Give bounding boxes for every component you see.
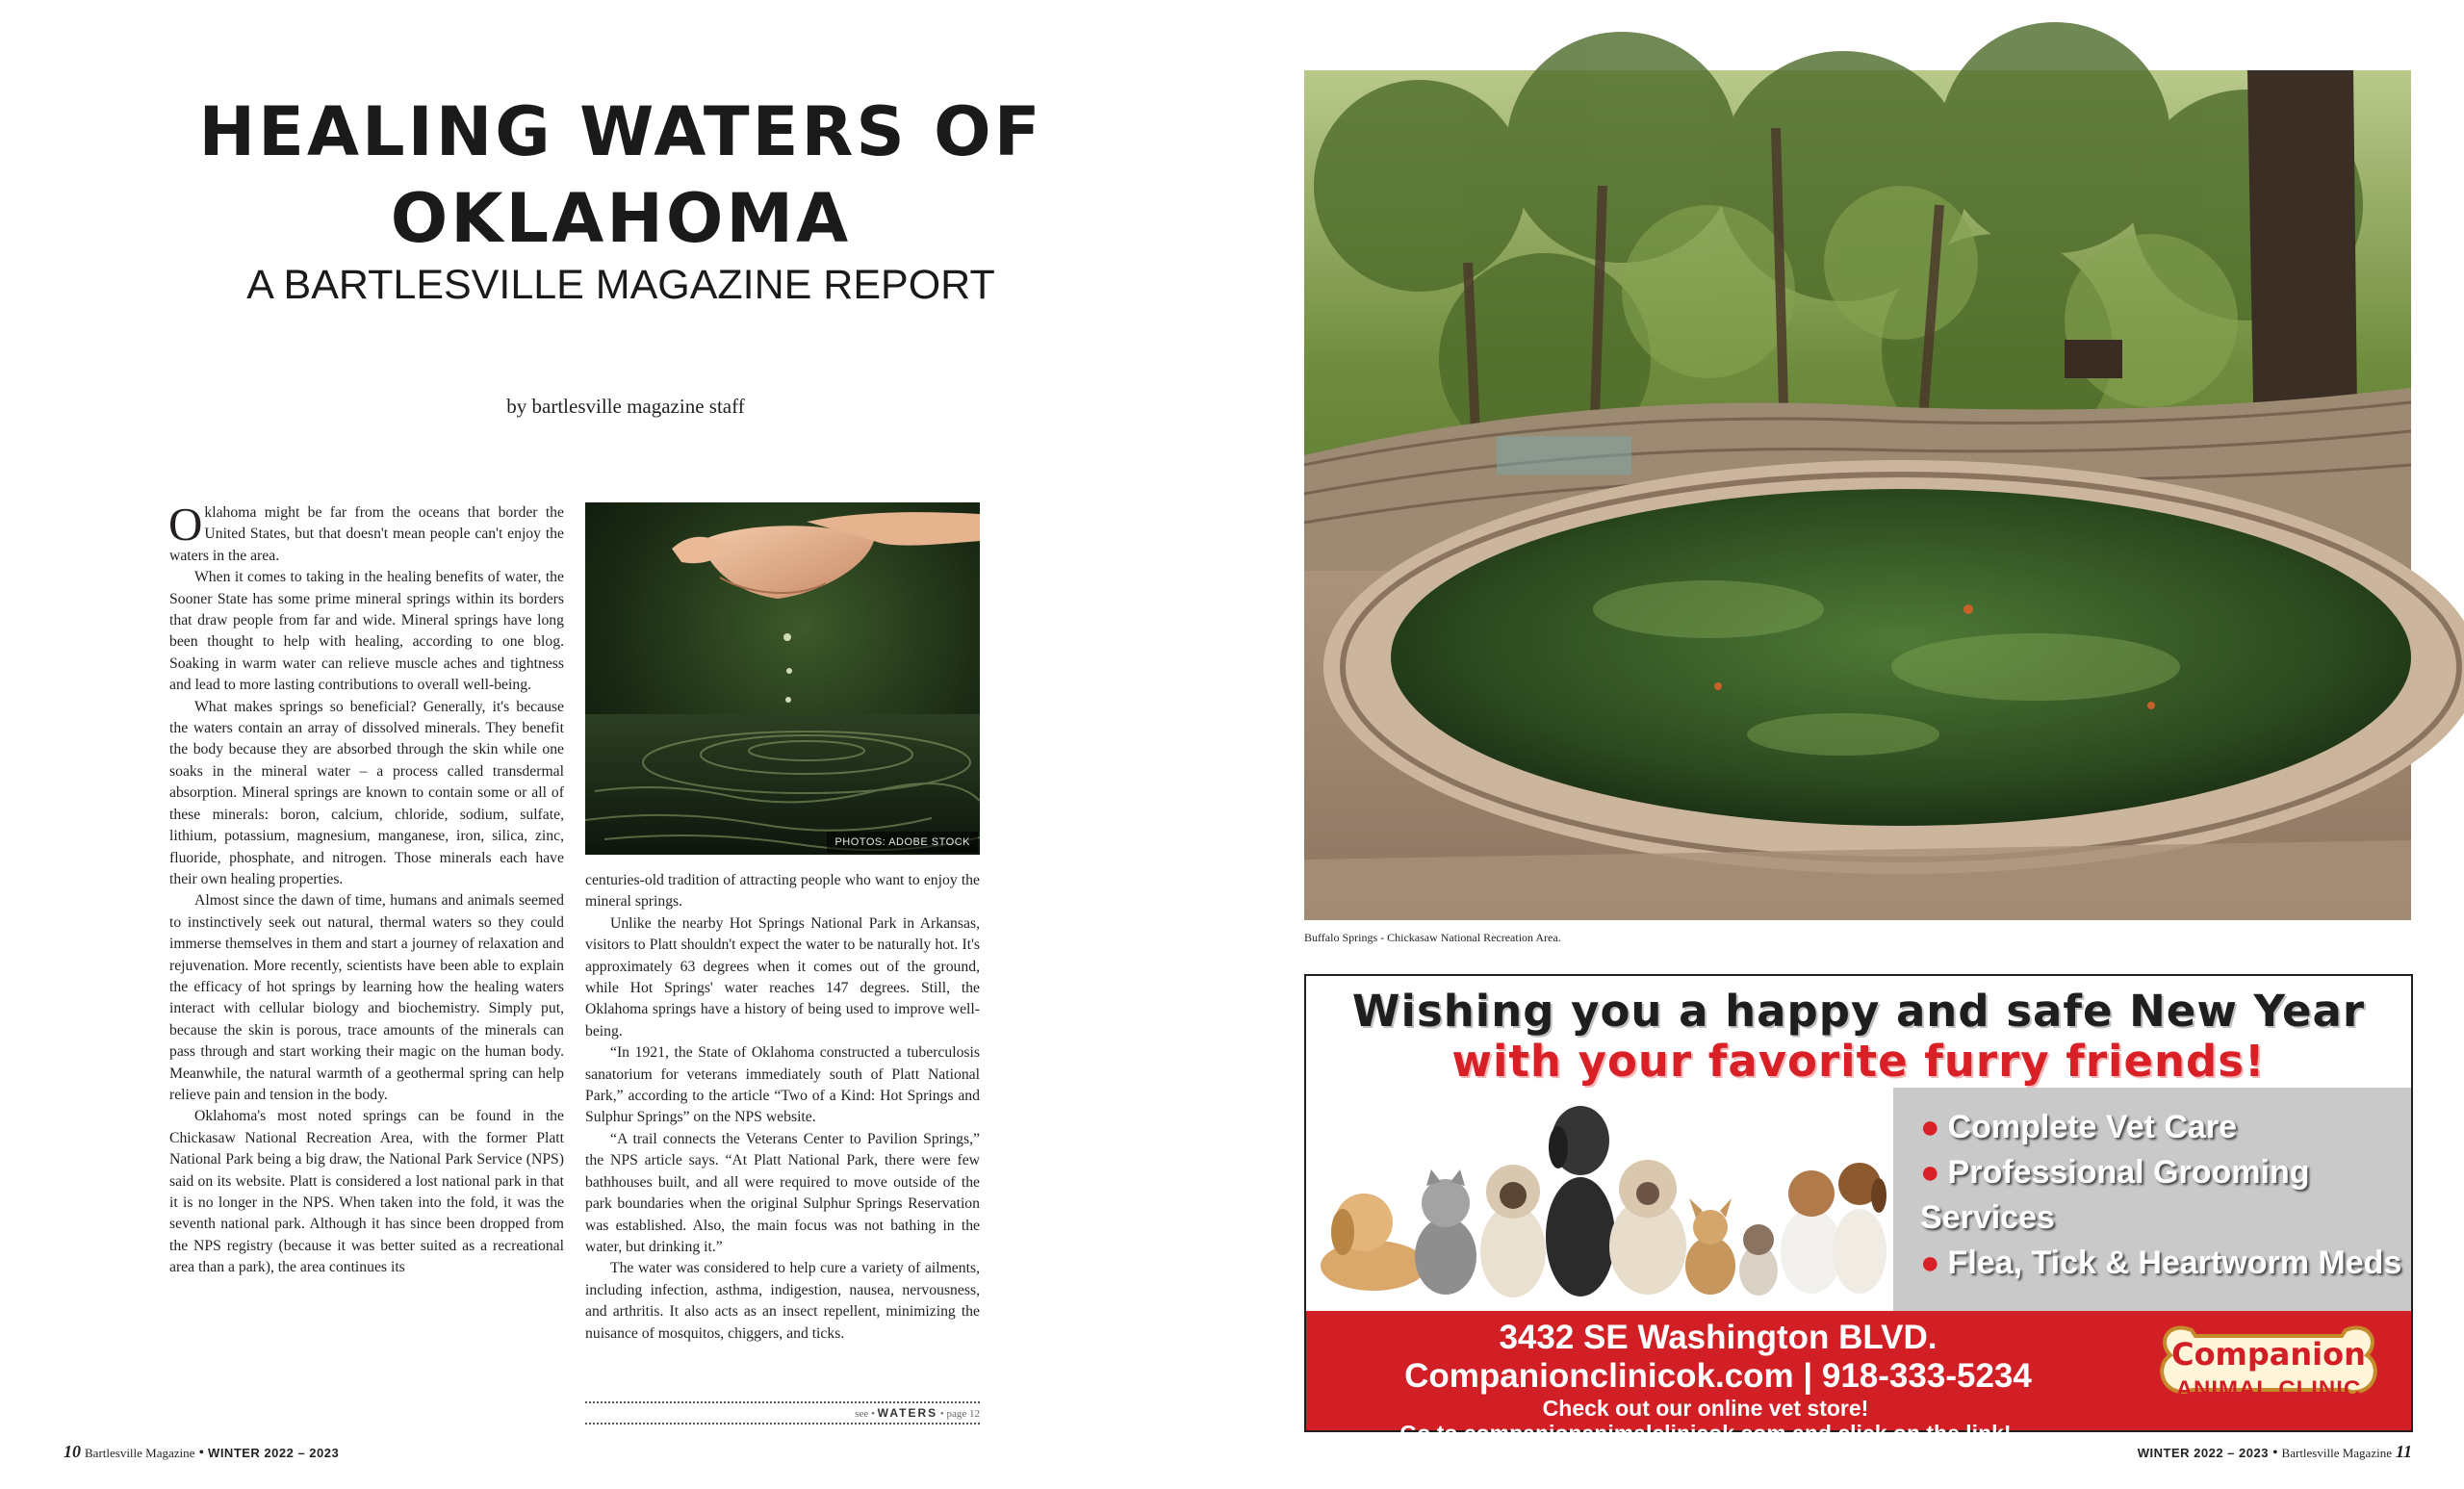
buffalo-springs-image bbox=[1304, 70, 2411, 920]
drop-cap: O bbox=[168, 498, 203, 551]
page-number: 11 bbox=[2395, 1442, 2412, 1461]
buffalo-springs-photo bbox=[1304, 70, 2411, 920]
bullet: • bbox=[939, 1408, 944, 1420]
paragraph: The water was considered to help cure a variety of ailments, including infection, asthma, indigestion, nausea, nervousness, and arthritis. It also acts as an insect repellent, minimizing the nuisance of mosquitos, chiggers, and ticks. bbox=[585, 1260, 980, 1342]
article-column-2 bbox=[585, 870, 980, 1345]
bullet-icon: ● bbox=[1920, 1109, 1940, 1145]
pets-group-image bbox=[1306, 1088, 1893, 1311]
issue-season: WINTER 2022 – 2023 bbox=[208, 1446, 340, 1460]
hands-water-image bbox=[585, 502, 980, 855]
photo-credit: PHOTOS: ADOBE STOCK bbox=[827, 832, 978, 853]
clinic-logo bbox=[2153, 1317, 2384, 1425]
services-panel bbox=[1893, 1088, 2411, 1311]
logo-title: Companion bbox=[2171, 1336, 2366, 1373]
service-item-continued: Services bbox=[1920, 1199, 2055, 1236]
paragraph: Almost since the dawn of time, humans and animals seemed to instinctively seek out natural, thermal waters so they could immerse themselves in them and start a journey of relaxation and rejuvenation. More recently, scientists have been able to explain the efficacy of hot springs by learning how the healing waters interact with cellular biology and biochemistry. Simply put, because the skin is porous, trace amounts of the minerals can pass through and start working their magic on the human body. Meanwhile, the natural warmth of a geothermal spring can help relieve pain and tension in the body. bbox=[169, 892, 564, 1103]
paragraph: Oklahoma might be far from the oceans that border the United States, but that doesn't mean people can't enjoy the waters in the area. bbox=[168, 498, 564, 564]
page-number: 10 bbox=[64, 1442, 81, 1461]
services-list bbox=[1893, 1088, 2411, 1286]
paragraph: Unlike the nearby Hot Springs National Park in Arkansas, visitors to Platt shouldn't expect the water to be naturally hot. It's approximately 63 degrees when it comes out of the ground, while Hot Springs' water reaches 147 degrees. Still, the Oklahoma springs have a history of being used to improve well-being. bbox=[585, 914, 980, 1040]
continued-jump-line bbox=[585, 1401, 980, 1425]
pets-illustration bbox=[1306, 1088, 1893, 1311]
paragraph: “In 1921, the State of Oklahoma constructed a tuberculosis sanatorium for veterans immediately south of Platt National Park,” according to the article “Two of a Kind: Hot Springs and Sulphur Springs” on the NPS website. bbox=[585, 1044, 980, 1126]
folio-left: 10 Bartlesville Magazine • WINTER 2022 – 2023 bbox=[64, 1442, 340, 1461]
companion-clinic-ad bbox=[1304, 974, 2413, 1446]
service-item: ● Complete Vet Care bbox=[1920, 1109, 2237, 1145]
online-store-callout: Check out our online vet store! bbox=[1542, 1396, 1869, 1421]
store-link-instructions[interactable]: Go to companionanimalclinicok.com and click on the link! bbox=[1399, 1421, 2012, 1446]
clinic-website-phone[interactable]: Companionclinicok.com | 918-333-5234 bbox=[1404, 1357, 2032, 1395]
ad-greeting-line-1: Wishing you a happy and safe New Year bbox=[1351, 986, 2366, 1037]
bullet-icon: ● bbox=[1920, 1154, 1940, 1191]
paragraph: What makes springs so beneficial? Generally, it's because the waters contain an array of dissolved minerals. They benefit the body because they are absorbed through the skin while one soaks in the mineral water – a process called transdermal absorption. Mineral springs are known to contain some or all of these minerals: boron, calcium, chloride, sodium, sulfate, lithium, potassium, magnesium, manganese, iron, silica, zinc, fluoride, phosphate, and nitrogen. Those minerals each have their own healing properties. bbox=[169, 698, 564, 887]
issue-season: WINTER 2022 – 2023 bbox=[2137, 1446, 2269, 1460]
paragraph: “A trail connects the Veterans Center to Pavilion Springs,” the NPS article says. “At Platt National Park, there were few bathhouses built, and all were required to move outside of the park boundaries when the original Sulphur Springs Reservation was established. Also, the main focus was not bathing in the water, but drinking it.” bbox=[585, 1130, 980, 1255]
hands-water-photo bbox=[585, 502, 980, 855]
jump-prefix: see bbox=[855, 1408, 869, 1420]
clinic-address: 3432 SE Washington BLVD. bbox=[1499, 1319, 1938, 1356]
article-headline: HEALING WATERS OF OKLAHOMA bbox=[198, 92, 1043, 258]
folio-right: WINTER 2022 – 2023 • Bartlesville Magazine 11 bbox=[2137, 1442, 2412, 1461]
photo-caption: Buffalo Springs - Chickasaw National Recreation Area. bbox=[1304, 931, 1561, 944]
magazine-name: Bartlesville Magazine bbox=[85, 1446, 195, 1460]
paragraph: centuries-old tradition of attracting people who want to enjoy the mineral springs. bbox=[585, 872, 980, 911]
article-subhead: A BARTLESVILLE MAGAZINE REPORT bbox=[246, 262, 995, 308]
bullet: • bbox=[871, 1408, 875, 1420]
jump-page: page 12 bbox=[946, 1408, 980, 1420]
service-item: ● Flea, Tick & Heartworm Meds bbox=[1920, 1245, 2402, 1281]
magazine-name: Bartlesville Magazine bbox=[2281, 1446, 2392, 1460]
paragraph: Oklahoma's most noted springs can be found in the Chickasaw National Recreation Area, with the former Platt National Park being a big draw, the National Park Service (NPS) said on its website. Platt is considered a lost national park in that it is no longer in the NPS. When taken into the fold, it was the seventh national park. Although it has since been dropped from the NPS registry (because it was better suited as a recreational area than a park), the area continues its bbox=[169, 1108, 564, 1276]
service-item: ● Professional Grooming bbox=[1920, 1154, 2310, 1191]
ad-greeting-line-2: with your favorite furry friends! bbox=[1451, 1036, 2266, 1087]
paragraph: When it comes to taking in the healing benefits of water, the Sooner State has some prime mineral springs within its borders that draw people from far and wide. Mineral springs have long been thought to help with healing, according to one blog. Soaking in warm water can relieve muscle aches and tightness and lead to more lasting contributions to overall well-being. bbox=[169, 569, 564, 694]
right-page bbox=[1232, 0, 2464, 1489]
article-byline: by bartlesville magazine staff bbox=[506, 395, 745, 418]
article-column-1 bbox=[168, 498, 564, 1279]
logo-subtitle: ANIMAL CLINIC bbox=[2175, 1376, 2362, 1402]
jump-word: WATERS bbox=[877, 1406, 938, 1420]
bullet-icon: ● bbox=[1920, 1245, 1940, 1281]
